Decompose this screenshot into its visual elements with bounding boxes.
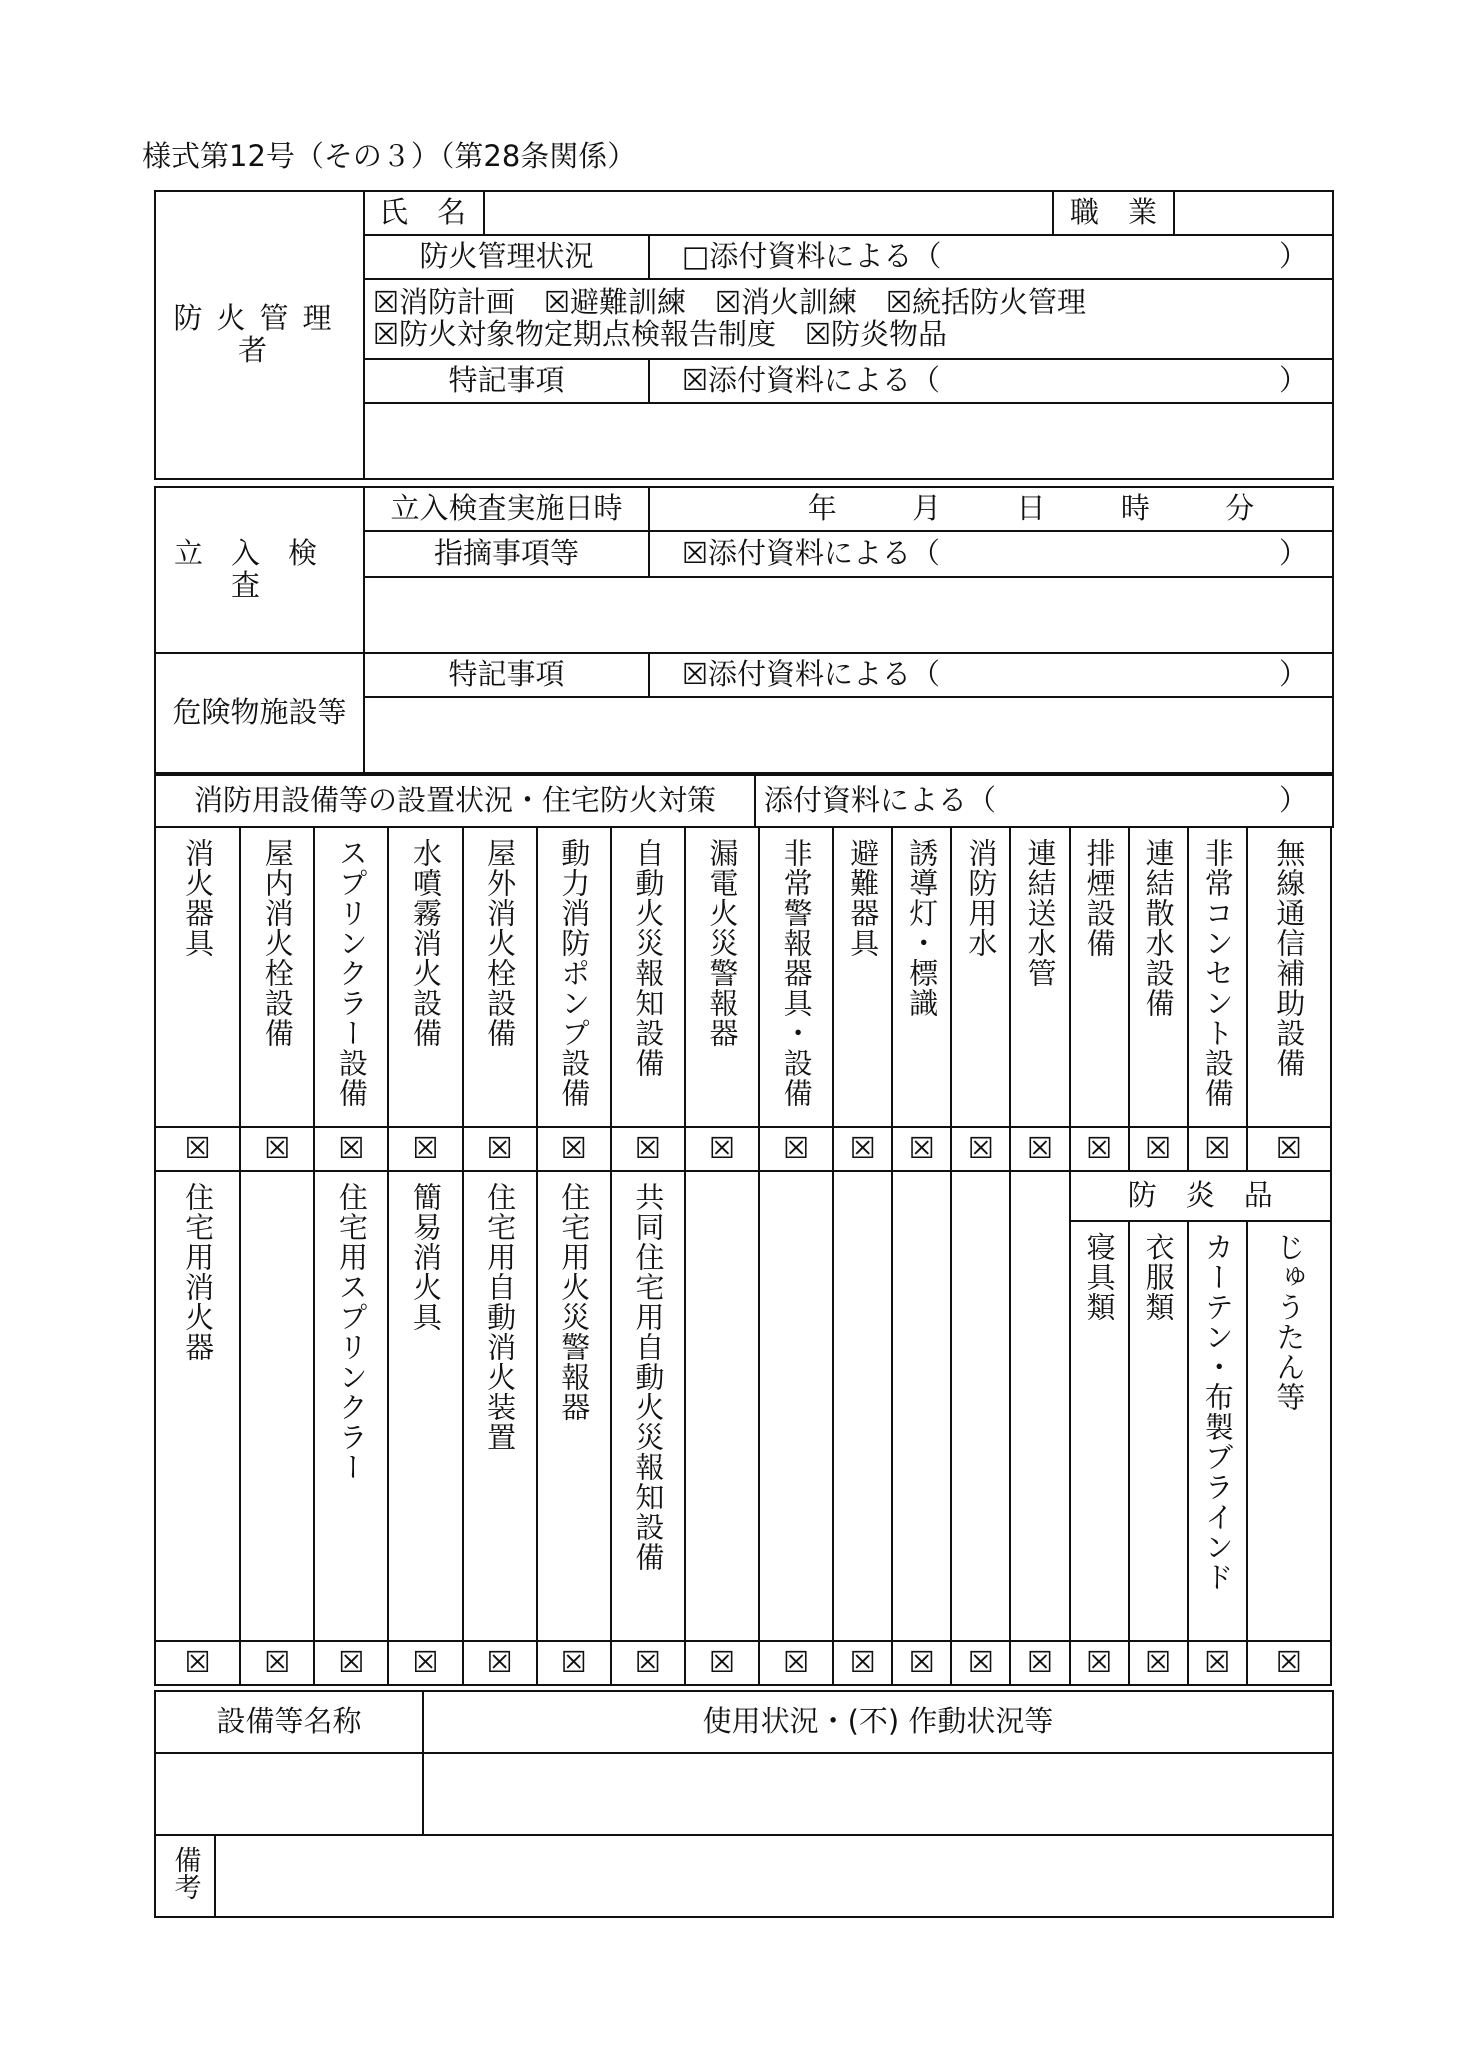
occupation-field[interactable] xyxy=(1174,191,1333,235)
housing-equipment-label: 共同住宅用自動火災報知設備 xyxy=(631,1182,666,1572)
housing-equipment-label-cell xyxy=(685,1171,759,1641)
equipment-checkbox[interactable]: ☒ xyxy=(951,1127,1010,1171)
housing-equipment-checkbox[interactable]: ☒ xyxy=(1010,1641,1069,1685)
inspection-table xyxy=(154,486,1334,654)
equipment-checkbox[interactable]: ☒ xyxy=(833,1127,892,1171)
hazard-section-label: 危険物施設等 xyxy=(155,653,364,773)
flame-retardant-item-cell xyxy=(1188,1221,1247,1641)
equipment-label: 自動火災報知設備 xyxy=(631,838,666,1078)
usage-status-field[interactable] xyxy=(423,1753,1333,1835)
equipment-header-table xyxy=(154,774,1334,828)
equipment-label: 水噴霧消火設備 xyxy=(408,838,443,1048)
equipment-checkbox[interactable]: ☒ xyxy=(388,1127,462,1171)
equipment-label: 排煙設備 xyxy=(1082,838,1117,958)
equipment-label-cell xyxy=(892,827,951,1127)
equipment-label: 無線通信補助設備 xyxy=(1272,838,1307,1078)
flame-retardant-item: 衣服類 xyxy=(1141,1232,1176,1322)
equipment-checkbox[interactable]: ☒ xyxy=(155,1127,240,1171)
equipment-label: スプリンクラー設備 xyxy=(334,838,369,1108)
housing-equipment-checkbox[interactable]: ☒ xyxy=(611,1641,685,1685)
equipment-label-cell xyxy=(1188,827,1247,1127)
equipment-checkbox[interactable]: ☒ xyxy=(240,1127,314,1171)
housing-equipment-label-cell xyxy=(155,1171,240,1641)
findings-label: 指摘事項等 xyxy=(364,531,649,577)
equipment-label-cell xyxy=(1129,827,1188,1127)
housing-equipment-checkbox[interactable]: ☒ xyxy=(1188,1641,1247,1685)
equipment-name-field[interactable] xyxy=(155,1753,423,1835)
remarks-field[interactable] xyxy=(215,1835,1333,1917)
housing-equipment-checkbox[interactable]: ☒ xyxy=(240,1641,314,1685)
housing-equipment-checkbox[interactable]: ☒ xyxy=(463,1641,537,1685)
equipment-name-header: 設備等名称 xyxy=(155,1691,423,1753)
equipment-checkbox-row-2 xyxy=(155,1641,1331,1685)
equipment-label-cell xyxy=(314,827,388,1127)
checklist-line-1[interactable]: ☒消防計画 ☒避難訓練 ☒消火訓練 ☒統括防火管理 xyxy=(373,285,1086,320)
minute-unit: 分 xyxy=(1225,491,1255,526)
housing-equipment-label-cell xyxy=(240,1171,314,1641)
equipment-label: 誘導灯・標識 xyxy=(905,838,940,1018)
housing-equipment-label-cell xyxy=(388,1171,462,1641)
equipment-label: 消火器具 xyxy=(181,838,216,958)
fire-manager-table xyxy=(154,190,1334,480)
flame-retardant-item: 寝具類 xyxy=(1082,1232,1117,1322)
equipment-label: 避難器具 xyxy=(846,838,881,958)
management-status-label: 防火管理状況 xyxy=(364,235,649,279)
flame-retardant-header: 防 炎 品 xyxy=(1070,1171,1331,1221)
equipment-label: 屋外消火栓設備 xyxy=(483,838,518,1048)
equipment-label-cell xyxy=(155,827,240,1127)
equipment-label: 屋内消火栓設備 xyxy=(260,838,295,1048)
housing-equipment-label-cell xyxy=(314,1171,388,1641)
findings-attach[interactable]: ☒添付資料による（ ） xyxy=(649,531,1333,577)
equipment-label-cell xyxy=(537,827,611,1127)
fire-manager-notes-field[interactable] xyxy=(364,403,1333,479)
equipment-checkbox[interactable]: ☒ xyxy=(1070,1127,1129,1171)
hazard-table xyxy=(154,652,1334,774)
fire-management-checkbox-list[interactable] xyxy=(364,279,1333,359)
equipment-label-cell xyxy=(759,827,833,1127)
remarks-table xyxy=(154,1834,1334,1918)
equipment-checkbox[interactable]: ☒ xyxy=(1129,1127,1188,1171)
occupation-label: 職 業 xyxy=(1053,191,1174,235)
inspection-date-field[interactable] xyxy=(649,487,1333,531)
fire-manager-section-label: 防火管理者 xyxy=(155,191,364,479)
housing-equipment-label-cell xyxy=(1010,1171,1069,1641)
equipment-label: 消防用水 xyxy=(964,838,999,958)
equipment-checkbox-row-1 xyxy=(155,1127,1331,1171)
equipment-checkbox[interactable]: ☒ xyxy=(759,1127,833,1171)
housing-equipment-checkbox[interactable]: ☒ xyxy=(388,1641,462,1685)
usage-status-header: 使用状況・(不) 作動状況等 xyxy=(423,1691,1333,1753)
housing-equipment-checkbox[interactable]: ☒ xyxy=(892,1641,951,1685)
housing-equipment-label: 簡易消火具 xyxy=(408,1182,443,1332)
equipment-label: 連結散水設備 xyxy=(1141,838,1176,1018)
usage-table xyxy=(154,1690,1334,1836)
equipment-checkbox[interactable]: ☒ xyxy=(1188,1127,1247,1171)
equipment-checkbox[interactable]: ☒ xyxy=(611,1127,685,1171)
equipment-header-attach[interactable]: 添付資料による（ ） xyxy=(755,775,1333,827)
flame-retardant-item-cell xyxy=(1129,1221,1188,1641)
hazard-notes-attach[interactable]: ☒添付資料による（ ） xyxy=(649,653,1333,697)
housing-equipment-checkbox[interactable]: ☒ xyxy=(685,1641,759,1685)
equipment-label: 連結送水管 xyxy=(1023,838,1058,988)
fire-manager-notes-attach[interactable]: ☒添付資料による（ ） xyxy=(649,359,1333,403)
equipment-label: 非常警報器具・設備 xyxy=(779,838,814,1108)
housing-equipment-label-cell xyxy=(951,1171,1010,1641)
housing-equipment-label: 住宅用消火器 xyxy=(181,1182,216,1362)
equipment-label-cell xyxy=(685,827,759,1127)
housing-equipment-checkbox[interactable]: ☒ xyxy=(155,1641,240,1685)
checklist-line-2[interactable]: ☒防火対象物定期点検報告制度 ☒防炎物品 xyxy=(373,317,947,351)
housing-equipment-label: 住宅用スプリンクラー xyxy=(334,1182,369,1482)
hazard-notes-label: 特記事項 xyxy=(364,653,649,697)
housing-equipment-label-cell xyxy=(463,1171,537,1641)
management-status-attach[interactable]: □添付資料による（ ） xyxy=(649,235,1333,279)
equipment-label-cell xyxy=(951,827,1010,1127)
equipment-label-row-2 xyxy=(155,1171,1331,1221)
remarks-label: 備考 xyxy=(155,1835,215,1917)
equipment-label-cell xyxy=(388,827,462,1127)
housing-equipment-checkbox[interactable]: ☒ xyxy=(1129,1641,1188,1685)
fire-manager-notes-label: 特記事項 xyxy=(364,359,649,403)
flame-retardant-item: カーテン・布製ブラインド xyxy=(1200,1232,1235,1592)
housing-equipment-checkbox[interactable]: ☒ xyxy=(759,1641,833,1685)
equipment-label-cell xyxy=(1070,827,1129,1127)
equipment-label: 漏電火災警報器 xyxy=(705,838,740,1048)
equipment-label-cell xyxy=(1247,827,1331,1127)
equipment-checkbox[interactable]: ☒ xyxy=(685,1127,759,1171)
equipment-label-cell xyxy=(611,827,685,1127)
equipment-checkbox[interactable]: ☒ xyxy=(1247,1127,1331,1171)
inspection-section-label: 立入検査 xyxy=(155,487,364,653)
flame-retardant-item: じゅうたん等 xyxy=(1272,1232,1307,1412)
housing-equipment-label-cell xyxy=(537,1171,611,1641)
housing-equipment-checkbox[interactable]: ☒ xyxy=(537,1641,611,1685)
equipment-header-label: 消防用設備等の設置状況・住宅防火対策 xyxy=(155,775,755,827)
equipment-checkbox[interactable]: ☒ xyxy=(892,1127,951,1171)
inspection-date-label: 立入検査実施日時 xyxy=(364,487,649,531)
equipment-label-row-1 xyxy=(155,827,1331,1127)
month-unit: 月 xyxy=(912,491,942,526)
year-unit: 年 xyxy=(807,491,837,526)
housing-equipment-label-cell xyxy=(892,1171,951,1641)
flame-retardant-item-cell xyxy=(1070,1221,1129,1641)
housing-equipment-checkbox[interactable]: ☒ xyxy=(951,1641,1010,1685)
equipment-label-cell xyxy=(833,827,892,1127)
equipment-checkbox[interactable]: ☒ xyxy=(537,1127,611,1171)
housing-equipment-label: 住宅用自動消火装置 xyxy=(483,1182,518,1452)
hour-unit: 時 xyxy=(1120,491,1150,526)
housing-equipment-label-cell xyxy=(833,1171,892,1641)
housing-equipment-label-cell xyxy=(611,1171,685,1641)
housing-equipment-checkbox[interactable]: ☒ xyxy=(833,1641,892,1685)
flame-retardant-item-cell xyxy=(1247,1221,1331,1641)
equipment-label: 動力消防ポンプ設備 xyxy=(557,838,592,1108)
form-title: 様式第12号（その３）（第28条関係） xyxy=(142,139,637,173)
equipment-checkbox[interactable]: ☒ xyxy=(1010,1127,1069,1171)
hazard-notes-field[interactable] xyxy=(364,697,1333,773)
housing-equipment-checkbox[interactable]: ☒ xyxy=(314,1641,388,1685)
housing-equipment-checkbox[interactable]: ☒ xyxy=(1070,1641,1129,1685)
equipment-label-cell xyxy=(1010,827,1069,1127)
equipment-checkbox[interactable]: ☒ xyxy=(314,1127,388,1171)
housing-equipment-checkbox[interactable]: ☒ xyxy=(1247,1641,1331,1685)
equipment-grid xyxy=(154,826,1332,1686)
equipment-checkbox[interactable]: ☒ xyxy=(463,1127,537,1171)
equipment-label-cell xyxy=(463,827,537,1127)
equipment-label-cell xyxy=(240,827,314,1127)
day-unit: 日 xyxy=(1016,491,1046,526)
name-label: 氏 名 xyxy=(364,191,484,235)
equipment-label: 非常コンセント設備 xyxy=(1200,838,1235,1108)
findings-field[interactable] xyxy=(364,577,1333,653)
housing-equipment-label-cell xyxy=(759,1171,833,1641)
housing-equipment-label: 住宅用火災警報器 xyxy=(557,1182,592,1422)
name-field[interactable] xyxy=(484,191,1053,235)
